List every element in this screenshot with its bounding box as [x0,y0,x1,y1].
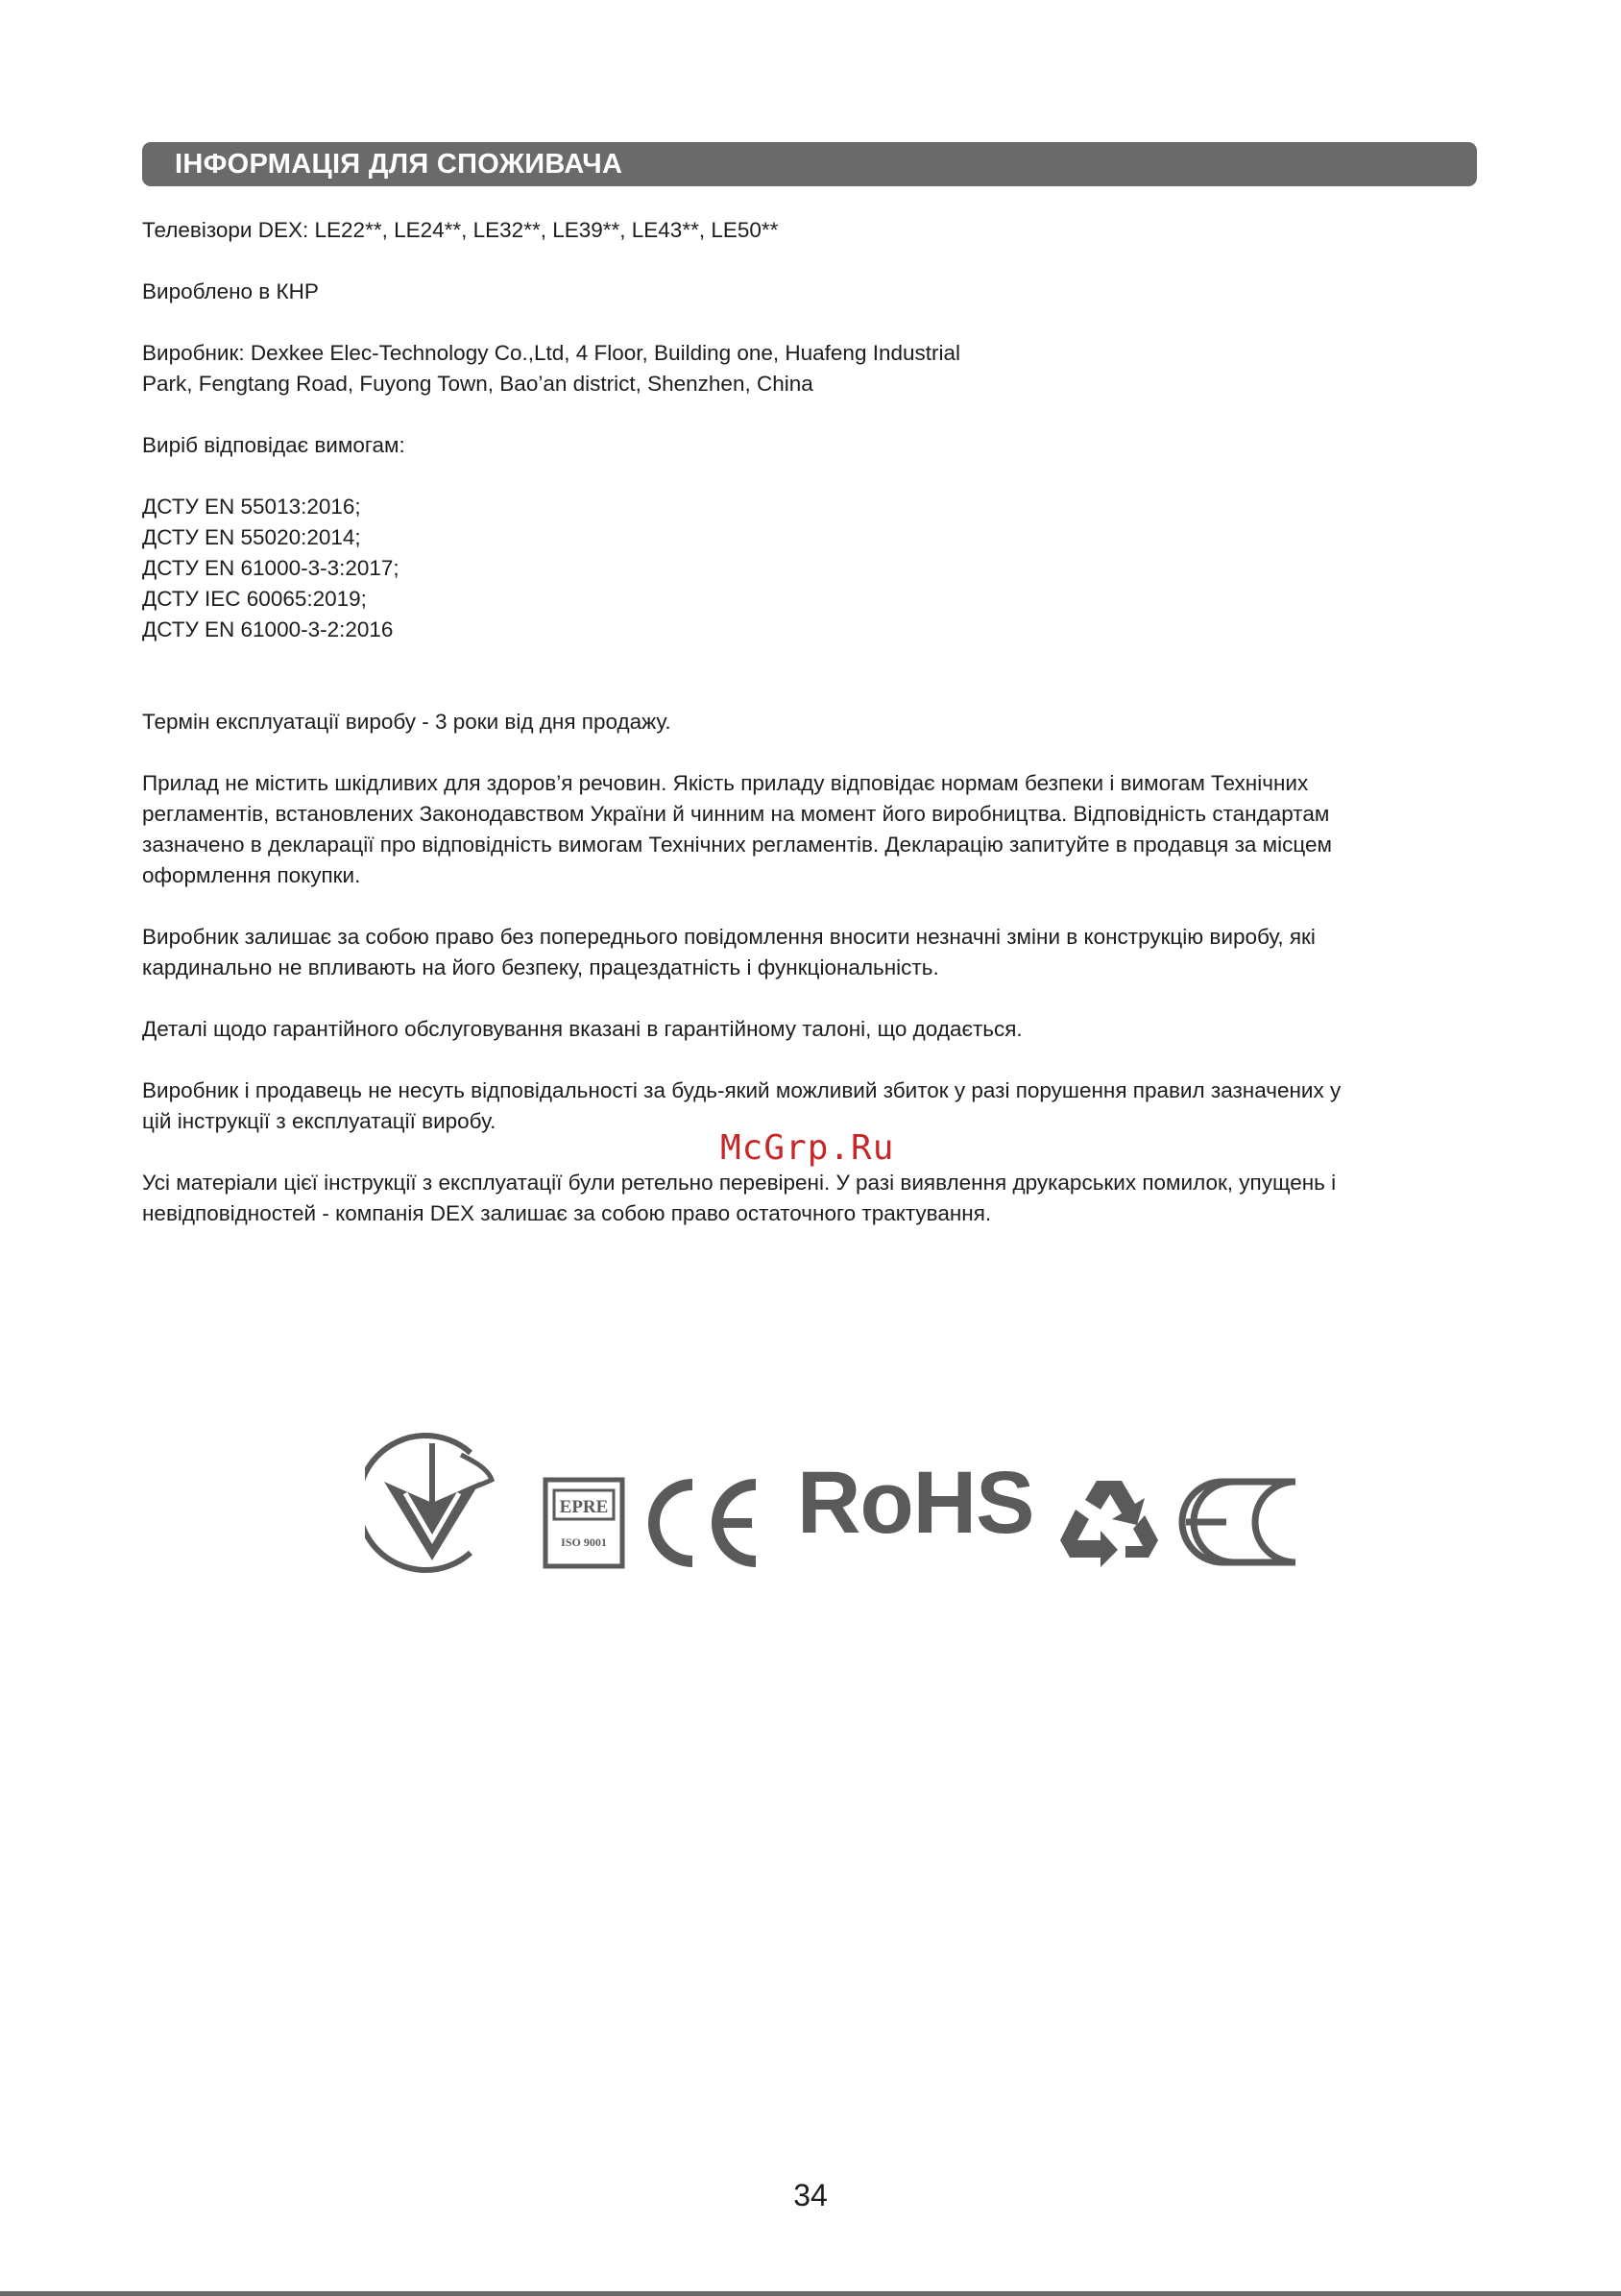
errata-paragraph [142,1168,1487,1229]
text-line: Виробник: Dexkee Elec-Technology Co.,Ltd, 4 Floor, Building one, Huafeng Industrial [142,341,961,365]
section-header-bar [142,142,1477,186]
text-line: невідповідностей - компанія DEX залишає за собою право остаточного трактування. [142,1201,992,1225]
changes-paragraph [142,922,1487,983]
standard-item: ДСТУ EN 61000-3-3:2017; [142,556,399,580]
bottom-divider [0,2291,1621,2296]
ukrsepro-icon [365,1426,499,1580]
text-line: Вироблено в КНР [142,279,319,303]
service-life-paragraph [142,707,1487,737]
epre-iso-icon [543,1477,625,1569]
models-paragraph [142,215,1487,246]
text-line: регламентів, встановлених Законодавством України й чинним на момент його виробництва. Відповідність стандартам [142,802,1330,826]
recycle-icon [1056,1471,1162,1567]
standard-item: ДСТУ EN 61000-3-2:2016 [142,617,394,641]
text-line: цій інструкції з експлуатації виробу. [142,1109,496,1133]
page-number: 34 [793,2178,828,2212]
manufacturer-paragraph [142,338,1487,399]
text-line: зазначено в декларації про відповідність вимогам Технічних регламентів. Декларацію запитуйте в продавця за місцем [142,833,1332,857]
section-title: ІНФОРМАЦІЯ ДЛЯ СПОЖИВАЧА [175,149,623,180]
compliance-intro-paragraph [142,430,1487,461]
text-line: Виробник залишає за собою право без попереднього повідомлення вносити незначні зміни в конструкцію виробу, які [142,925,1316,949]
epre-label: EPRE [559,1497,609,1517]
safety-paragraph [142,768,1487,891]
text-line: Park, Fengtang Road, Fuyong Town, Bao’an district, Shenzhen, China [142,372,813,396]
text-line: Деталі щодо гарантійного обслуговування вказані в гарантійному талоні, що додається. [142,1017,1023,1041]
watermark-link[interactable]: McGrp.Ru [720,1128,895,1168]
standards-list [142,492,1487,645]
text-line: Термін експлуатації виробу - 3 роки від дня продажу. [142,710,671,734]
text-line: Виріб відповідає вимогам: [142,433,405,457]
standard-item: ДСТУ IEC 60065:2019; [142,587,367,611]
document-body [142,215,1487,1260]
ce-mark-icon [648,1477,763,1569]
warranty-paragraph [142,1014,1487,1045]
text-line: Прилад не містить шкідливих для здоров’я речовин. Якість приладу відповідає нормам безпеки і вимогам Технічних [142,771,1309,795]
text-line: кардинально не впливають на його безпеку, працездатність і функціональність. [142,955,939,979]
rohs-logo: RoHS [797,1454,1034,1552]
eac-icon [1176,1474,1301,1570]
text-line: оформлення покупки. [142,863,361,887]
iso-label: ISO 9001 [561,1535,607,1549]
standard-item: ДСТУ EN 55020:2014; [142,525,361,549]
certification-logos [365,1421,1306,1584]
text-line: Телевізори DEX: LE22**, LE24**, LE32**, LE39**, LE43**, LE50** [142,218,779,242]
text-line: Усі матеріали цієї інструкції з експлуатації були ретельно перевірені. У разі виявлення друкарських помилок, упущень і [142,1171,1337,1195]
text-line: Виробник і продавець не несуть відповідальності за будь-який можливий збиток у разі порушення правил зазначених у [142,1078,1342,1102]
origin-paragraph [142,277,1487,307]
standard-item: ДСТУ EN 55013:2016; [142,495,361,519]
